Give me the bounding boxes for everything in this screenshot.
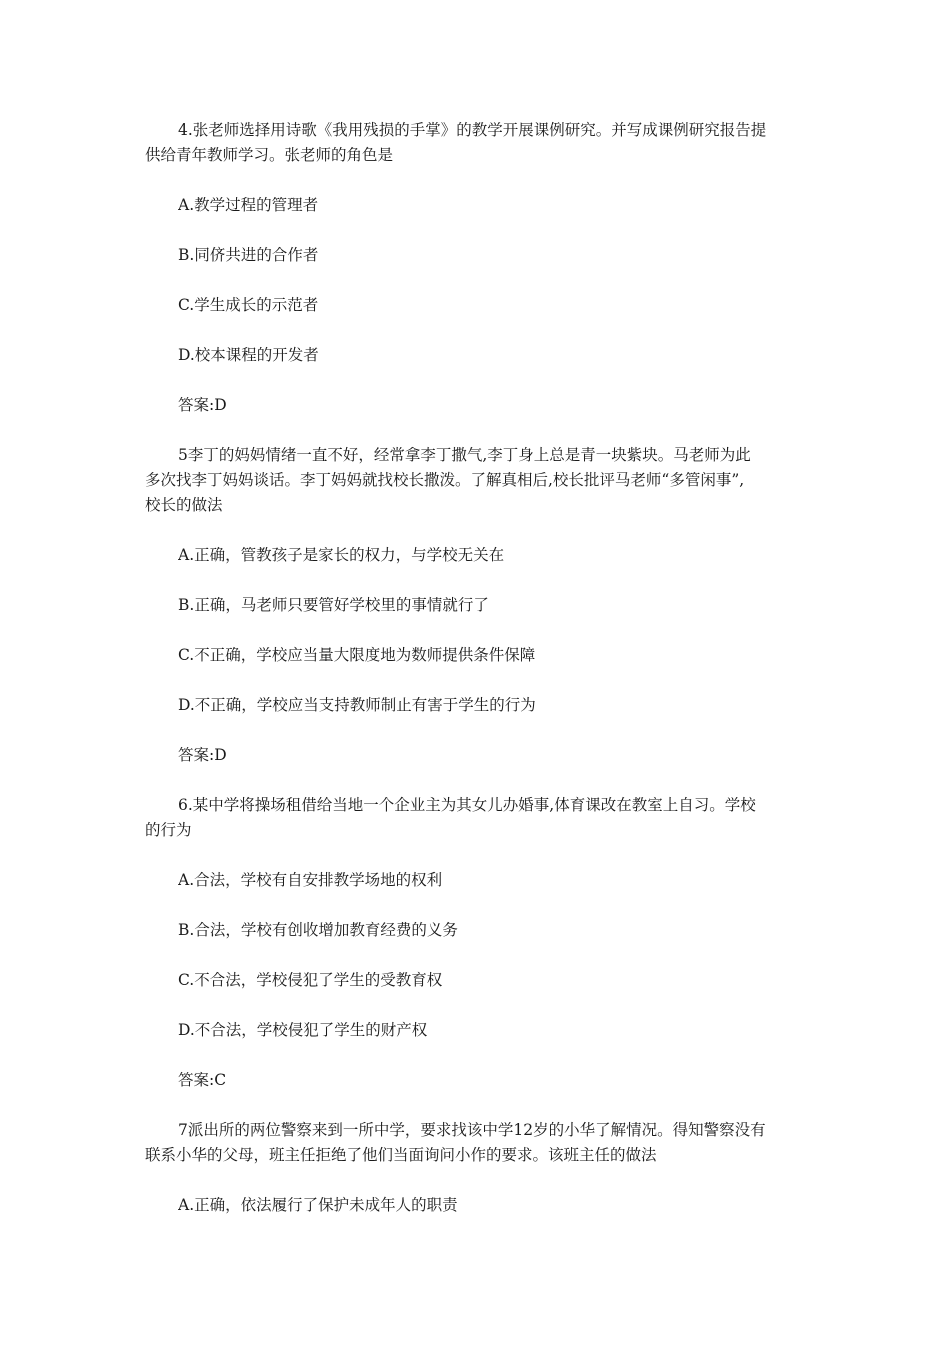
question-5-stem-line-1: 5李丁的妈妈情绪一直不好，经常拿李丁撒气,李丁身上总是青一块紫块。马老师为此 (178, 446, 751, 464)
question-4-stem-line-1: 4.张老师选择用诗歌《我用残损的手掌》的教学开展课例研究。并写成课例研究报告提 (178, 121, 767, 139)
question-5-stem-line-3: 校长的做法 (145, 496, 223, 514)
question-5-option-c: C.不正确，学校应当量大限度地为数师提供条件保障 (178, 646, 536, 664)
question-4-option-c: C.学生成长的示范者 (178, 296, 319, 314)
question-4-answer: 答案:D (178, 396, 227, 414)
question-7-option-a: A.正确，依法履行了保护未成年人的职责 (178, 1196, 458, 1214)
question-4-option-a: A.教学过程的管理者 (178, 196, 319, 214)
question-6-option-d: D.不合法，学校侵犯了学生的财产权 (178, 1021, 428, 1039)
question-4-option-d: D.校本课程的开发者 (178, 346, 319, 364)
question-6-answer: 答案:C (178, 1071, 227, 1089)
question-5-stem-line-2: 多次找李丁妈妈谈话。李丁妈妈就找校长撒泼。了解真相后,校长批评马老师“多管闲事”, (145, 471, 745, 489)
question-7-stem-line-2: 联系小华的父母，班主任拒绝了他们当面询问小作的要求。该班主任的做法 (145, 1146, 657, 1164)
question-4-stem-line-2: 供给青年教师学习。张老师的角色是 (145, 146, 394, 164)
question-5-option-a: A.正确，管教孩子是家长的权力，与学校无关在 (178, 546, 505, 564)
question-5-option-d: D.不正确，学校应当支持教师制止有害于学生的行为 (178, 696, 536, 714)
question-7-stem-line-1: 7派出所的两位警察来到一所中学，要求找该中学12岁的小华了解情况。得知警察没有 (178, 1121, 766, 1139)
question-5-answer: 答案:D (178, 746, 227, 764)
question-6-option-b: B.合法，学校有创收增加教育经费的义务 (178, 921, 458, 939)
question-6-stem-line-2: 的行为 (145, 821, 192, 839)
question-4-option-b: B.同侪共进的合作者 (178, 246, 319, 264)
question-6-option-a: A.合法，学校有自安排教学场地的权利 (178, 871, 443, 889)
question-6-option-c: C.不合法，学校侵犯了学生的受教育权 (178, 971, 443, 989)
question-6-stem-line-1: 6.某中学将操场租借给当地一个企业主为其女儿办婚事,体育课改在教室上自习。学校 (178, 796, 756, 814)
question-5-option-b: B.正确，马老师只要管好学校里的事情就行了 (178, 596, 489, 614)
